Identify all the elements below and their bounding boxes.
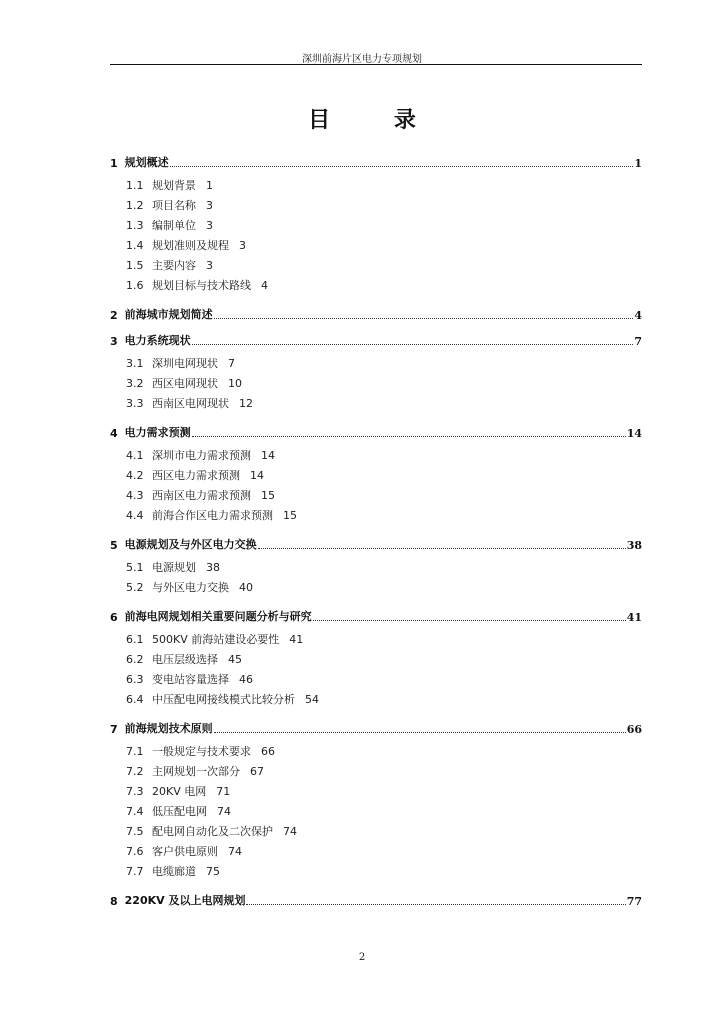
toc-chapter-entry[interactable] xyxy=(110,532,642,552)
chapter-number: 4 xyxy=(110,427,118,440)
section-page-number: 14 xyxy=(261,449,275,462)
section-title: 一般规定与技术要求 xyxy=(152,745,251,758)
section-title: 电压层级选择 xyxy=(152,653,218,666)
section-number: 5.1 xyxy=(126,561,144,574)
chapter-page-number: 4 xyxy=(634,309,642,322)
toc-section-entry[interactable] xyxy=(126,742,642,762)
chapter-number: 1 xyxy=(110,157,118,170)
toc-section-entry[interactable] xyxy=(126,822,642,842)
section-title: 配电网自动化及二次保护 xyxy=(152,825,273,838)
toc-section-entry[interactable] xyxy=(126,394,642,414)
section-title: 西南区电网现状 xyxy=(152,397,229,410)
toc-section-entry[interactable] xyxy=(126,782,642,802)
section-page-number: 14 xyxy=(250,469,264,482)
toc-section-list xyxy=(110,630,642,710)
dot-leader xyxy=(170,165,634,167)
section-number: 1.5 xyxy=(126,259,144,272)
chapter-page-number: 7 xyxy=(634,335,642,348)
toc-chapter-entry[interactable] xyxy=(110,888,642,908)
section-number: 6.2 xyxy=(126,653,144,666)
chapter-title: 前海城市规划简述 xyxy=(124,308,213,321)
section-title: 西南区电力需求预测 xyxy=(152,489,251,502)
section-number: 3.3 xyxy=(126,397,144,410)
section-page-number: 71 xyxy=(216,785,231,798)
chapter-number: 2 xyxy=(110,309,118,322)
chapter-title: 220KV 及以上电网规划 xyxy=(124,894,246,907)
toc-section-list xyxy=(110,446,642,526)
section-number: 1.6 xyxy=(126,279,144,292)
section-number: 6.1 xyxy=(126,633,144,646)
toc-section-entry[interactable] xyxy=(126,466,642,486)
section-number: 1.4 xyxy=(126,239,144,252)
section-number: 4.3 xyxy=(126,489,144,502)
toc-section-entry[interactable] xyxy=(126,236,642,256)
section-number: 7.2 xyxy=(126,765,144,778)
section-title: 编制单位 xyxy=(152,219,196,232)
chapter-title: 前海电网规划相关重要问题分析与研究 xyxy=(124,610,312,623)
toc-chapter-entry[interactable] xyxy=(110,302,642,322)
section-title: 主要内容 xyxy=(152,259,196,272)
chapter-title: 前海规划技术原则 xyxy=(124,722,213,735)
section-number: 7.3 xyxy=(126,785,144,798)
toc-section-entry[interactable] xyxy=(126,216,642,236)
toc-chapter-entry[interactable] xyxy=(110,716,642,736)
chapter-number: 7 xyxy=(110,723,118,736)
chapter-page-number: 66 xyxy=(626,723,642,736)
section-page-number: 40 xyxy=(239,581,253,594)
section-page-number: 46 xyxy=(239,673,253,686)
toc-section-entry[interactable] xyxy=(126,374,642,394)
section-title: 前海合作区电力需求预测 xyxy=(152,509,273,522)
section-title: 客户供电原则 xyxy=(152,845,218,858)
section-title: 500KV 前海站建设必要性 xyxy=(152,633,280,646)
toc-section-list xyxy=(110,354,642,414)
chapter-title: 电源规划及与外区电力交换 xyxy=(124,538,257,551)
section-page-number: 3 xyxy=(206,259,213,272)
section-title: 西区电力需求预测 xyxy=(152,469,240,482)
toc-section-entry[interactable] xyxy=(126,354,642,374)
toc-section-list xyxy=(110,558,642,598)
section-number: 3.1 xyxy=(126,357,144,370)
chapter-page-number: 38 xyxy=(626,539,642,552)
chapter-title: 规划概述 xyxy=(124,156,169,169)
section-title: 电缆廊道 xyxy=(152,865,196,878)
chapter-title: 电力系统现状 xyxy=(124,334,191,347)
section-page-number: 54 xyxy=(305,693,319,706)
section-page-number: 74 xyxy=(217,805,231,818)
toc-section-entry[interactable] xyxy=(126,486,642,506)
dot-leader xyxy=(258,547,626,549)
section-number: 5.2 xyxy=(126,581,144,594)
section-page-number: 3 xyxy=(239,239,246,252)
section-page-number: 15 xyxy=(261,489,275,502)
chapter-page-number: 41 xyxy=(626,611,642,624)
dot-leader xyxy=(214,731,626,733)
section-page-number: 12 xyxy=(239,397,253,410)
page-number: 2 xyxy=(358,952,366,963)
section-page-number: 3 xyxy=(206,219,213,232)
section-title: 中压配电网接线模式比较分析 xyxy=(152,693,295,706)
section-title: 与外区电力交换 xyxy=(152,581,229,594)
section-number: 6.3 xyxy=(126,673,144,686)
section-page-number: 10 xyxy=(228,377,242,390)
running-header: 深圳前海片区电力专项规划 xyxy=(302,54,422,65)
section-page-number: 74 xyxy=(228,845,242,858)
section-page-number: 38 xyxy=(206,561,220,574)
section-number: 4.4 xyxy=(126,509,144,522)
toc-section-entry[interactable] xyxy=(126,196,642,216)
section-page-number: 15 xyxy=(283,509,297,522)
chapter-number: 5 xyxy=(110,539,118,552)
toc-section-entry[interactable] xyxy=(126,446,642,466)
chapter-page-number: 14 xyxy=(626,427,642,440)
section-title: 20KV 电网 xyxy=(152,785,207,798)
section-number: 1.1 xyxy=(126,179,144,192)
section-page-number: 75 xyxy=(206,865,220,878)
section-title: 规划背景 xyxy=(152,179,196,192)
dot-leader xyxy=(192,435,626,437)
header-rule xyxy=(110,64,642,65)
section-number: 4.1 xyxy=(126,449,144,462)
section-title: 项目名称 xyxy=(152,199,196,212)
toc-section-entry[interactable] xyxy=(126,670,642,690)
toc-chapter-entry[interactable] xyxy=(110,328,642,348)
section-number: 3.2 xyxy=(126,377,144,390)
section-page-number: 74 xyxy=(283,825,297,838)
section-title: 深圳市电力需求预测 xyxy=(152,449,251,462)
chapter-number: 3 xyxy=(110,335,118,348)
toc-section-entry[interactable] xyxy=(126,762,642,782)
section-page-number: 67 xyxy=(250,765,264,778)
toc-chapter-entry[interactable] xyxy=(110,150,642,170)
dot-leader xyxy=(313,619,626,621)
table-of-contents xyxy=(110,144,642,908)
section-number: 7.1 xyxy=(126,745,144,758)
section-page-number: 4 xyxy=(261,279,268,292)
section-number: 1.3 xyxy=(126,219,144,232)
section-number: 4.2 xyxy=(126,469,144,482)
section-title: 深圳电网现状 xyxy=(152,357,218,370)
toc-section-entry[interactable] xyxy=(126,256,642,276)
toc-section-entry[interactable] xyxy=(126,630,642,650)
section-title: 主网规划一次部分 xyxy=(152,765,240,778)
toc-chapter-entry[interactable] xyxy=(110,604,642,624)
section-title: 规划准则及规程 xyxy=(152,239,229,252)
section-page-number: 66 xyxy=(261,745,275,758)
toc-section-entry[interactable] xyxy=(126,650,642,670)
toc-section-entry[interactable] xyxy=(126,176,642,196)
section-number: 7.6 xyxy=(126,845,144,858)
dot-leader xyxy=(214,317,634,319)
section-page-number: 1 xyxy=(206,179,213,192)
section-page-number: 3 xyxy=(206,199,213,212)
dot-leader xyxy=(246,903,625,905)
toc-section-entry[interactable] xyxy=(126,842,642,862)
section-title: 变电站容量选择 xyxy=(152,673,229,686)
dot-leader xyxy=(192,343,634,345)
toc-section-entry[interactable] xyxy=(126,578,642,598)
section-page-number: 41 xyxy=(289,633,304,646)
toc-section-list xyxy=(110,176,642,296)
toc-section-entry[interactable] xyxy=(126,276,642,296)
section-number: 7.5 xyxy=(126,825,144,838)
toc-chapter-entry[interactable] xyxy=(110,420,642,440)
section-title: 西区电网现状 xyxy=(152,377,218,390)
section-number: 6.4 xyxy=(126,693,144,706)
section-number: 1.2 xyxy=(126,199,144,212)
toc-section-entry[interactable] xyxy=(126,690,642,710)
toc-section-entry[interactable] xyxy=(126,802,642,822)
section-page-number: 45 xyxy=(228,653,242,666)
toc-section-entry[interactable] xyxy=(126,506,642,526)
chapter-number: 6 xyxy=(110,611,118,624)
section-title: 规划目标与技术路线 xyxy=(152,279,251,292)
chapter-number: 8 xyxy=(110,895,118,908)
section-number: 7.7 xyxy=(126,865,144,878)
toc-section-list xyxy=(110,742,642,882)
toc-title: 目 录 xyxy=(308,107,444,133)
chapter-page-number: 1 xyxy=(634,157,642,170)
section-title: 低压配电网 xyxy=(152,805,207,818)
chapter-page-number: 77 xyxy=(626,895,642,908)
section-page-number: 7 xyxy=(228,357,235,370)
toc-section-entry[interactable] xyxy=(126,558,642,578)
section-title: 电源规划 xyxy=(152,561,196,574)
section-number: 7.4 xyxy=(126,805,144,818)
toc-section-entry[interactable] xyxy=(126,862,642,882)
chapter-title: 电力需求预测 xyxy=(124,426,191,439)
